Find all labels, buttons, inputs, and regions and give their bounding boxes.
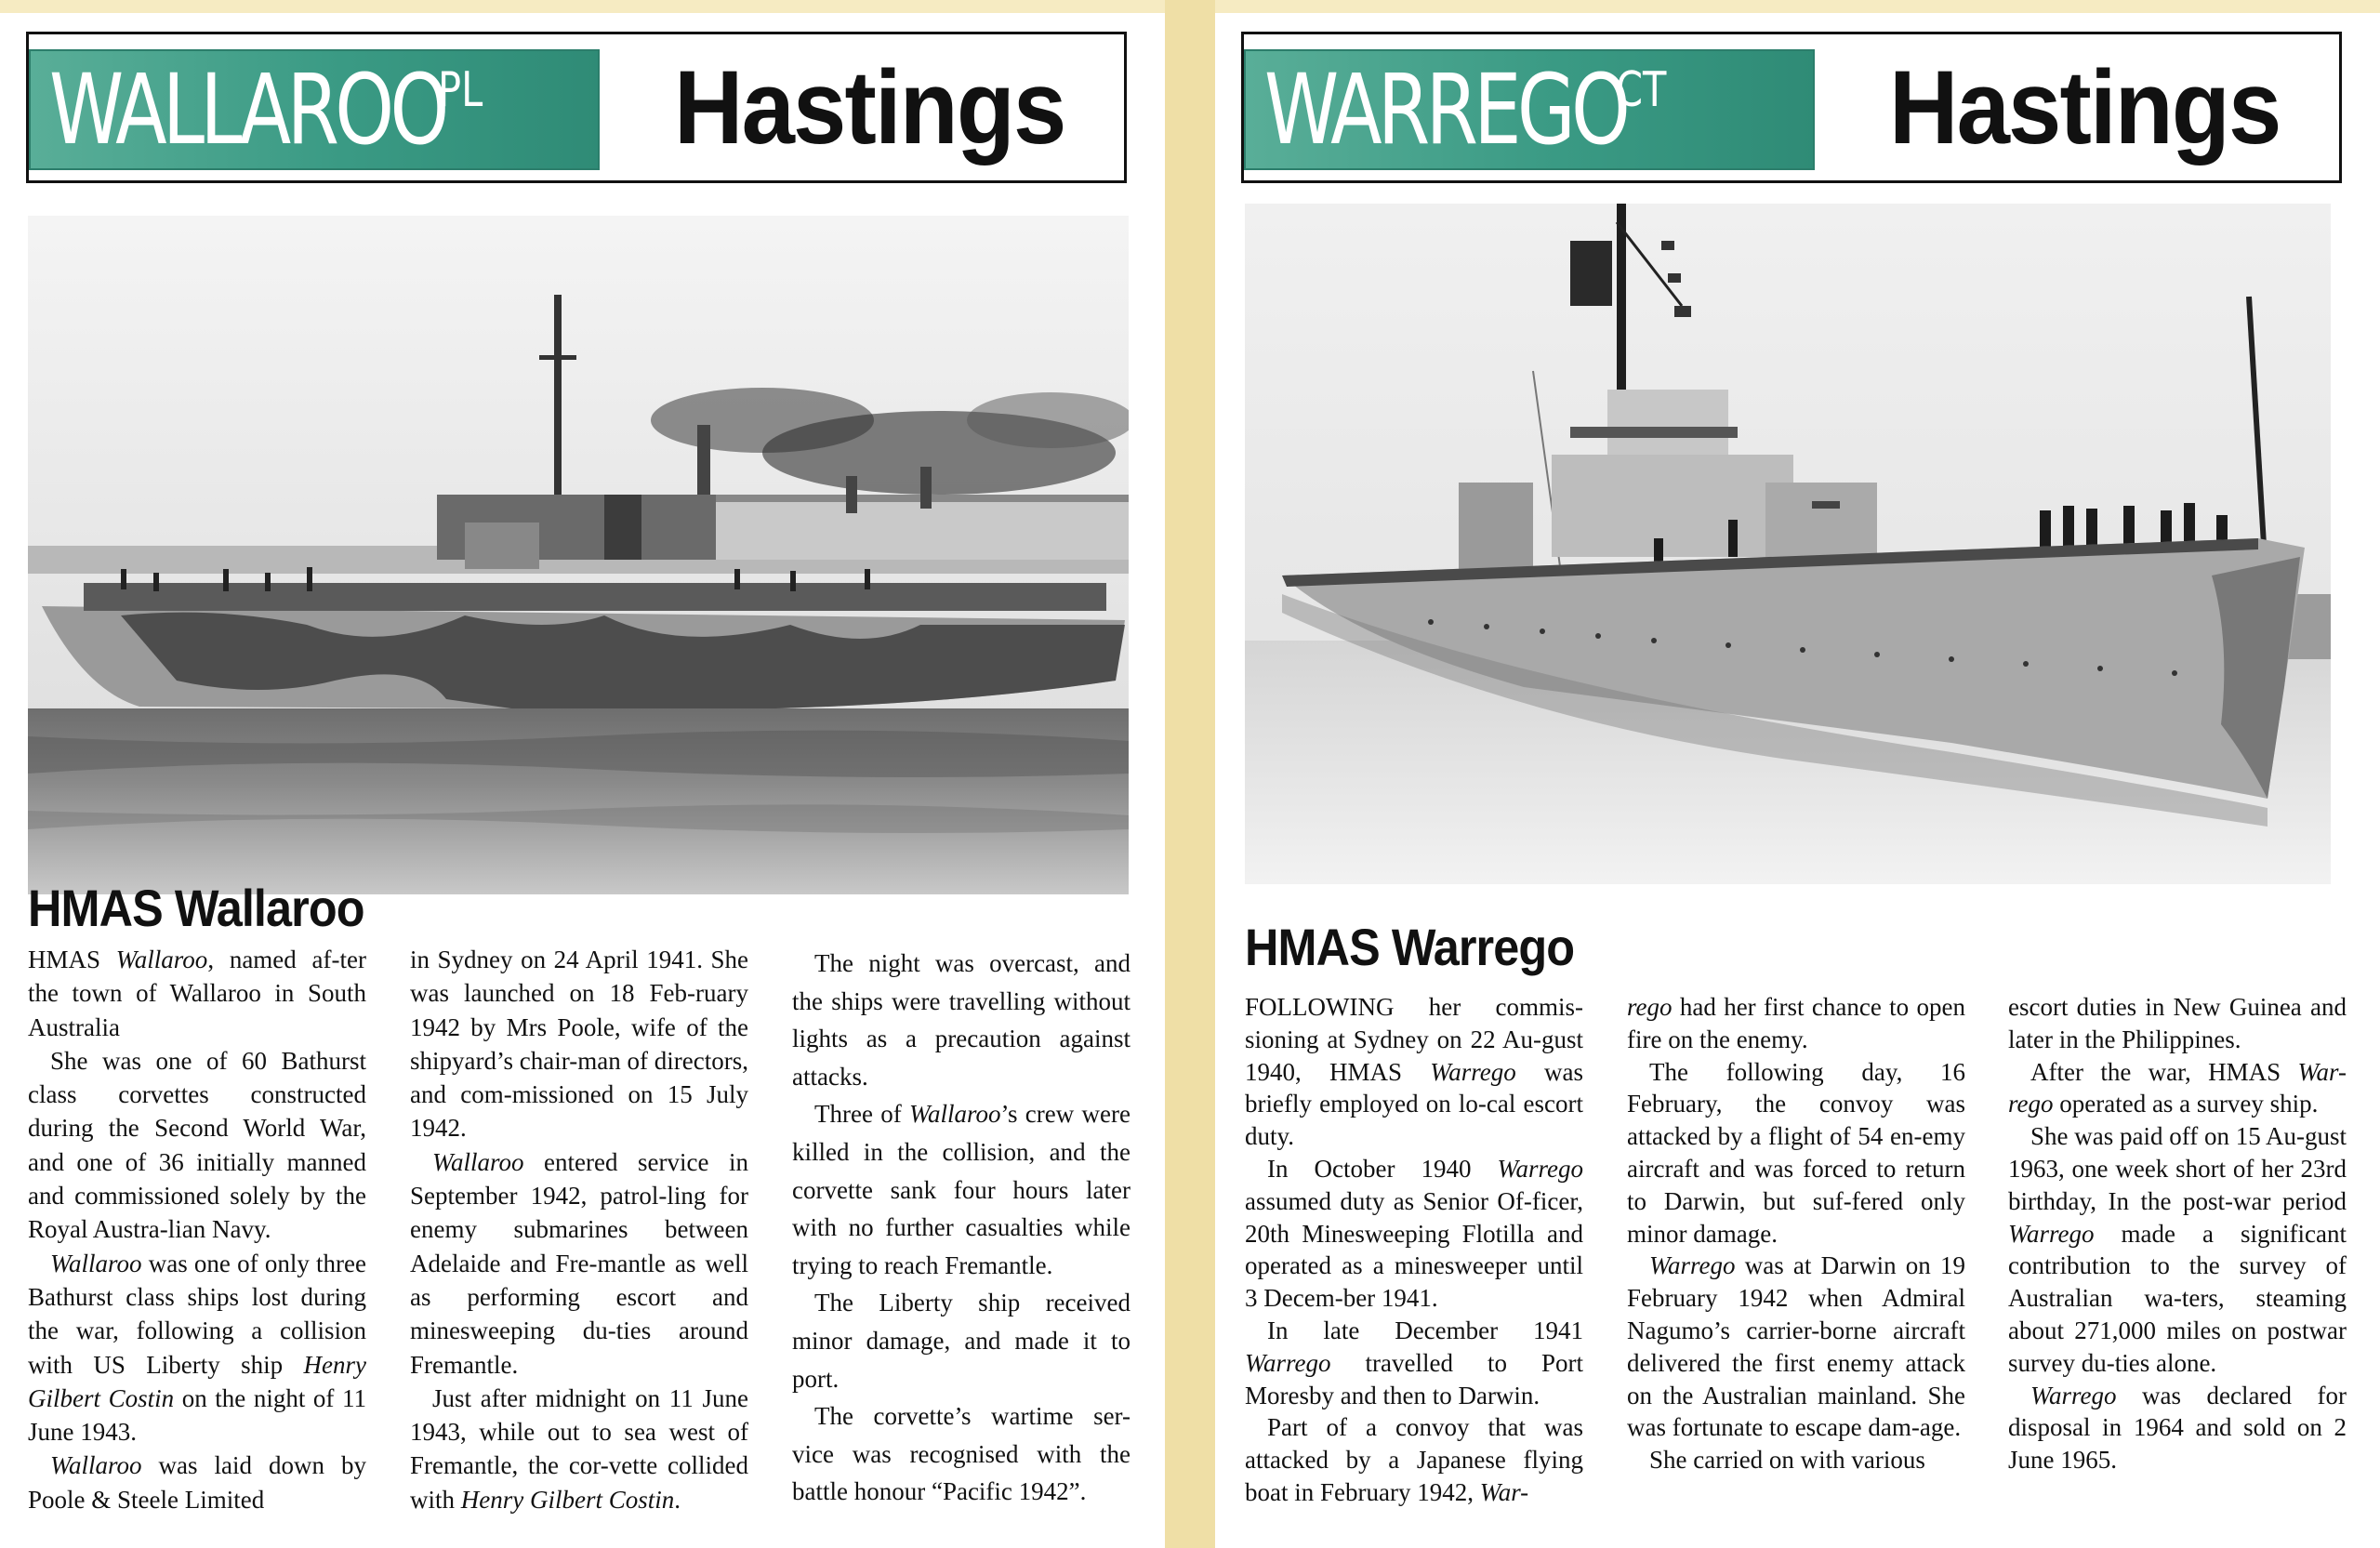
article-paragraph: HMAS Wallaroo, named af-ter the town of Wallaroo in South Australia — [28, 946, 366, 1041]
suburb-name: Hastings — [1889, 49, 2281, 165]
article-paragraph: The Liberty ship received minor damage, and made it to port. — [792, 1289, 1130, 1393]
article-column-2 — [1627, 991, 1965, 1476]
street-name-panel — [29, 49, 600, 170]
article-paragraph: Part of a convoy that was attacked by a Japanese flying boat in February 1942, War- — [1245, 1413, 1583, 1506]
article-paragraph: The corvette’s wartime ser-vice was recognised with the battle honour “Pacific 1942”. — [792, 1402, 1130, 1506]
article-paragraph: After the war, HMAS War-rego operated as a survey ship. — [2008, 1057, 2347, 1118]
ship-photo-wallaroo — [28, 216, 1129, 894]
suburb-name: Hastings — [674, 49, 1065, 165]
street-name: WARREGO — [1264, 53, 1627, 166]
article-paragraph: In late December 1941 Warrego travelled to Port Moresby and then to Darwin. — [1245, 1316, 1583, 1409]
article-paragraph: Just after midnight on 11 June 1943, while out to sea west of Fremantle, the cor-vette collided with Henry Gilbert Costin. — [410, 1383, 748, 1514]
right-page — [1215, 13, 2380, 1548]
street-suffix: CT — [1616, 62, 1667, 118]
article-column-1 — [1245, 991, 1583, 1509]
article-paragraph: Three of Wallaroo’s crew were killed in the collision, and the corvette sank four hours later with no further casualties while trying to reach Fremantle. — [792, 1100, 1130, 1279]
article-paragraph: Warrego was declared for disposal in 1964 and sold on 2 June 1965. — [2008, 1381, 2347, 1475]
article-column-3 — [792, 945, 1130, 1511]
article-paragraph: In October 1940 Warrego assumed duty as Senior Of-ficer, 20th Minesweeping Flotilla and operated as a minesweeper until 3 Decem-ber 1941. — [1245, 1154, 1583, 1313]
street-sign-wallaroo — [26, 32, 1127, 183]
article-paragraph: She was paid off on 15 Au-gust 1963, one week short of her 23rd birthday, In the post-war period Warrego made a significant contribution to the survey of Australian wa-ters, steaming about 271,000 miles on postwar survey du-ties alone. — [2008, 1122, 2347, 1377]
article-column-1 — [28, 943, 366, 1516]
article-paragraph: escort duties in New Guinea and later in the Philippines. — [2008, 993, 2347, 1053]
article-paragraph: The night was overcast, and the ships were travelling without lights as a precaution against attacks. — [792, 949, 1130, 1091]
article-paragraph: Wallaroo was laid down by Poole & Steele Limited — [28, 1451, 366, 1514]
left-page — [0, 13, 1165, 1548]
street-name-panel — [1244, 49, 1815, 170]
street-sign-warrego — [1241, 32, 2342, 183]
article-paragraph: She carried on with various — [1649, 1446, 1925, 1475]
article-paragraph: The following day, 16 February, the convoy was attacked by a flight of 54 en-emy aircraft and was forced to return to Darwin, but suf-fered only minor damage. — [1627, 1057, 1965, 1248]
article-paragraph: Wallaroo entered service in September 1942, patrol-ling for enemy submarines between Adelaide and Fre-mantle as well as performing escort and minesweeping du-ties around Fremantle. — [410, 1147, 748, 1379]
ship-photo-warrego — [1245, 204, 2331, 884]
street-name: WALLAROO — [49, 53, 445, 166]
street-suffix: PL — [438, 62, 483, 118]
page-gutter — [1165, 0, 1215, 1548]
article-paragraph: rego had her first chance to open fire on the enemy. — [1627, 993, 1965, 1053]
article-heading: HMAS Wallaroo — [28, 879, 364, 937]
article-column-3 — [2008, 991, 2347, 1476]
article-column-2 — [410, 943, 748, 1516]
article-paragraph: She was one of 60 Bathurst class corvettes constructed during the Second World War, and one of 36 initially manned and commissioned solely by the Royal Austra-lian Navy. — [28, 1046, 366, 1244]
article-heading: HMAS Warrego — [1245, 918, 1575, 976]
article-paragraph: in Sydney on 24 April 1941. She was launched on 18 Feb-ruary 1942 by Mrs Poole, wife of the shipyard’s chair-man of directors, and com-missioned on 15 July 1942. — [410, 946, 748, 1143]
article-paragraph: Warrego was at Darwin on 19 February 1942 when Admiral Nagumo’s carrier-borne aircraft delivered the first enemy attack on the Australian mainland. She was fortunate to escape dam-age. — [1627, 1251, 1965, 1442]
article-paragraph: Wallaroo was one of only three Bathurst class ships lost during the war, following a collision with US Liberty ship Henry Gilbert Costin on the night of 11 June 1943. — [28, 1249, 367, 1447]
article-paragraph: FOLLOWING her commis-sioning at Sydney on 22 Au-gust 1940, HMAS Warrego was briefly employed on lo-cal escort duty. — [1245, 993, 1583, 1151]
